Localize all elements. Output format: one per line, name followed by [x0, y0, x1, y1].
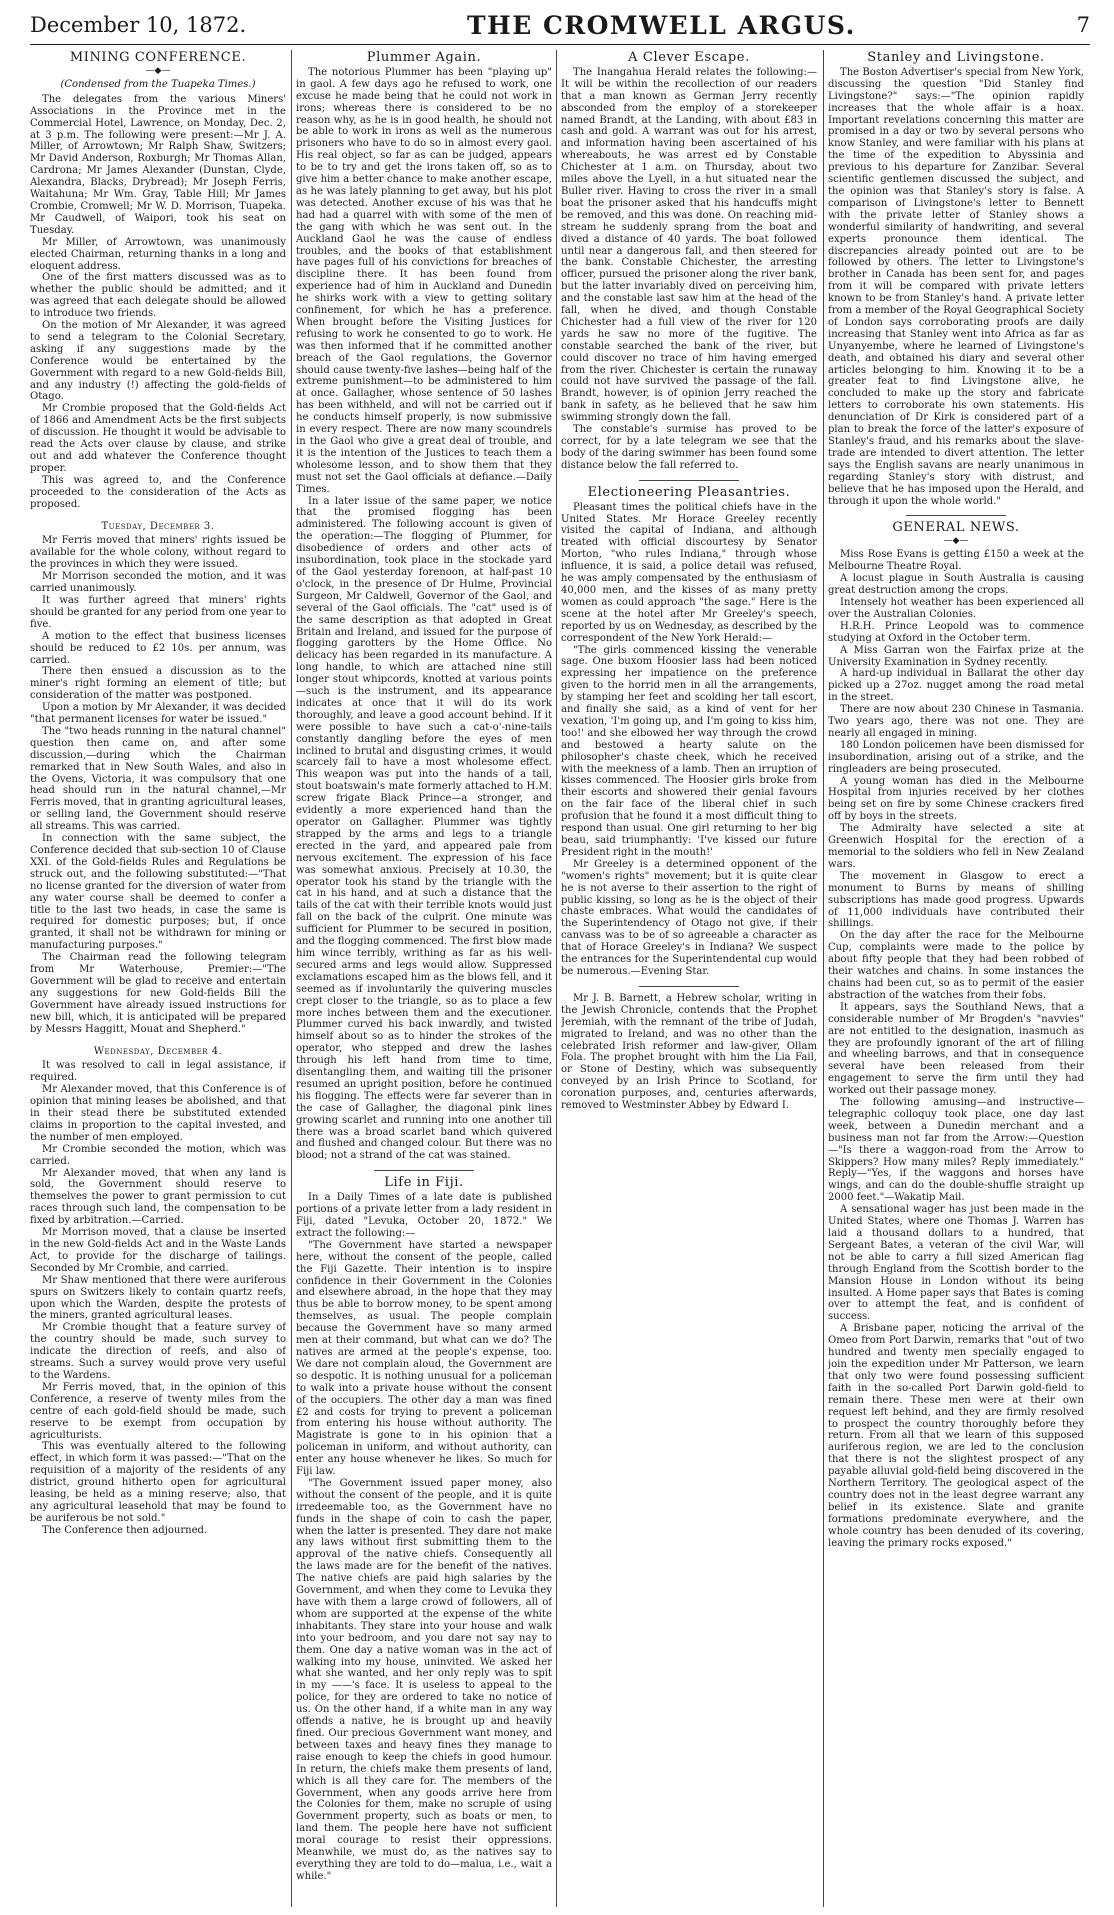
- news-item: A locust plague in South Australia is causing great destruction among the crops.: [828, 573, 1084, 597]
- paragraph: A motion to the effect that business licenses should be reduced to £2 10s. per annum, was carried.: [30, 630, 286, 666]
- column-rule: [291, 50, 292, 1907]
- news-item: A sensational wager has just been made in the United States, where one Thomas J. Warren has laid a thousand dollars to a hundred, that Sergeant Bates, a veteran of the civil War, will not be able to carry a full sized American flag through England from the Scottish border to the Mansion House in London without its being insulted. A Home paper says that Bates is coming over to attempt the feat, and is confident of success.: [828, 1204, 1084, 1323]
- news-item: A Brisbane paper, noticing the arrival of the Omeo from Port Darwin, remarks that "out of two hundred and twenty men specially engaged to join the expedition under Mr Patterson, we learn that only two were found possessing sufficient faith in the so-called Port Darwin gold-field to remain there. These men were at their own request left behind, and they are firmly resolved to prospect the country thoroughly before they return. From all that we learn of this supposed auriferous region, we are led to the conclusion that there is not the slightest prospect of any payable alluvial gold-field being discovered in the Northern Territory. The geological aspect of the country does not in the least degree warrant any belief in its existence. Slate and granite formations predominate everywhere, and the whole country has been denuded of its covering, leaving the primary rocks exposed.": [828, 1323, 1084, 1549]
- issue-date: December 10, 1872.: [30, 13, 247, 37]
- news-item: The movement in Glasgow to erect a monument to Burns by means of shilling subscriptions has made good progress. Upwards of 11,000 individuals have contributed their shillings.: [828, 870, 1084, 930]
- paragraph: Mr Morrison moved, that a clause be inserted in the new Gold-fields Act and in the Waste Lands Act, to provide for the discharge of tailings. Seconded by Mr Crombie, and carried.: [30, 1227, 286, 1274]
- mining-source: (Condensed from the Tuapeka Times.): [60, 78, 256, 90]
- paragraph: The delegates from the various Miners' Associations in the Province met in the Commercial Hotel, Lawrence, on Monday, Dec. 2, at 3 p.m. The following were present:—Mr J. A. Miller, of Arrowtown; Mr Ralph Shaw, Switzers; Mr David Anderson, Roxburgh; Mr Thomas Allan, Cardrona; Mr James Alexander (Dunstan, Clyde, Alexandra, Blacks, Drybread); Mr Joseph Ferris, Waitahuna; Mr Wm. Gray, Table Hill; Mr James Crombie, Cromwell; Mr W. D. Morrison, Tuapeka. Mr Caudwell, of Waipori, took his seat on Tuesday.: [30, 93, 286, 236]
- paragraph: Mr Crombie seconded the motion, which was carried.: [30, 1143, 286, 1167]
- section-divider: [374, 1170, 474, 1171]
- ornament-dash: —◆—: [145, 65, 171, 76]
- paragraph: The constable's surmise has proved to be correct, for by a late telegram we see that the body of the daring swimmer has been found some distance below the fall referred to.: [561, 424, 817, 471]
- news-item: The following amusing—and instructive—telegraphic colloquy took place, one day last week, between a Dunedin merchant and a business man not far from the Arrow:—Question—"Is there a waggon-road from the Arrow to Skippers? How many miles? Reply immediately." Reply—"Yes, if the waggons and horses have wings, and can do the double-shuffle straight up 2000 feet."—Wakatip Mail.: [828, 1097, 1084, 1204]
- day-heading: Tuesday, December 3.: [101, 520, 215, 532]
- news-item: There are now about 230 Chinese in Tasmania. Two years ago, there was not one. They are nearly all engaged in mining.: [828, 704, 1084, 739]
- paragraph: The Chairman read the following telegram from Mr Waterhouse, Premier:—"The Government will be glad to receive and entertain any suggestions for new Gold-fields Bill the Government have already issued instructions for new bill, which, it is anticipated will be prepared by Messrs Haggitt, Mouat and Shepherd.": [30, 952, 286, 1035]
- section-divider: [906, 515, 1006, 516]
- news-item: It appears, says the Southland News, that a considerable number of Mr Brogden's "navvies" are not entitled to the designation, inasmuch as they are profoundly ignorant of the art of filling and wheeling barrows, and that in consequence several have been released from their engagement to serve the firm until they had worked out their passage money.: [828, 1001, 1084, 1097]
- paragraph: On the motion of Mr Alexander, it was agreed to send a telegram to the Colonial Secretary, asking if any suggestions made by the Conference would be entertained by the Government with regard to a new Gold-fields Bill, and any industry (!) affecting the gold-fields of Otago.: [30, 320, 286, 403]
- section-divider: [639, 480, 739, 481]
- paragraph: Mr J. B. Barnett, a Hebrew scholar, writing in the Jewish Chronicle, contends that the Prophet Jeremiah, with the remnant of the tribe of Judah, migrated to Ireland, and was no other than the celebrated Irish reformer and law-giver, Ollam Fola. The prophet brought with him the Lia Fail, or Stone of Destiny, which was subsequently conveyed by an Irish Prince to Scotland, for coronation purposes, and, centuries afterwards, removed to Westminster Abbey by Edward I.: [561, 992, 817, 1112]
- paragraph: In a later issue of the same paper, we notice that the promised flogging has been administered. The following account is given of the operation:—The flogging of Plummer, for disobedience of orders and other acts of insubordination, took place in the stockade yard of the Gaol yesterday forenoon, at half-past 10 o'clock, in the presence of Dr Hulme, Provincial Surgeon, Mr Caldwell, Governor of the Gaol, and several of the Gaol officials. The "cat" used is of the same description as that adopted in Great Britain and Ireland, and issued for the purpose of flogging garotters by the Home Office. No delicacy has been regarded in its manufacture. A long handle, to which are attached nine still longer stout whipcords, knotted at various points—such is the instrument, and its appearance indicates at once that it will do its work thoroughly, and leave a good account behind. If it were possible to have such a cat-o'-nine-tails constantly dangling before the eyes of men inclined to brutal and disgusting crimes, it would scarcely fail to have a most wholesome effect. This weapon was put into the hands of a tall, stout boatswain's mate formerly attached to H.M. screw frigate Black Prince—a stronger, and evidently a more experienced hand than the operator on Gallagher. Plummer was tightly strapped by the arms and legs to a triangle erected in the yard, and appeared pale from nervous excitement. The expression of his face was somewhat anxious. Precisely at 10.30, the operator took his stand by the triangle with the cat in his hand, and at such a distance that the tails of the cat with their terrible knots would just fall on the back of the culprit. One minute was sufficient for Plummer to be secured in position, and the flogging commenced. The first blow made him wince terribly, writhing as far as his well-secured arms and legs would allow. Suppressed exclamations escaped him as the blows fell, and it seemed as if involuntarily the quivering muscles crept closer to the triangle, so as to place a few more inches between them and the executioner. Plummer curved his back inwardly, and twisted himself about so as to hinder the strokes of the operator, who stepped and drew the lashes through his left hand from time to time, disentangling them, and waiting till the prisoner resumed an upright position, before he continued his flogging. The effects were far severer than in the case of Gallagher, the diagonal pink lines growing scarlet and running into one another till there was a broad scarlet band which quivered and flushed and changed colour. But there was no blood; not a strand of the cat was stained.: [296, 495, 552, 1162]
- column-rule: [556, 50, 557, 1907]
- column-2: [296, 50, 552, 1909]
- paragraph: "The Government have started a newspaper here, without the consent of the people, called the Fiji Gazette. Their intention is to inspire confidence in their Government in the Colonies and elsewhere abroad, in the hope that they may thus be able to borrow money, to be spent among themselves, as usual. The people complain because the Government have so many armed men at their command, but what can we do? The natives are armed at the people's expense, too. We dare not complain aloud, the Government are so despotic. It is nothing unusual for a policeman to walk into a private house without the consent of the occupiers. The other day a man was fined £2 and costs for trying to prevent a policeman from entering his house without authority. The Magistrate is gone to in his opinion that a policeman in uniform, and without authority, can enter any house whenever he likes. So much for Fiji law.: [296, 1239, 552, 1478]
- paragraph: Mr Ferris moved, that, in the opinion of this Conference, a reserve of twenty miles from the centre of each gold-field should be made, such reserve to be exempt from occupation by agriculturists.: [30, 1381, 286, 1441]
- paragraph: "The girls commenced kissing the venerable sage. One buxom Hoosier lass had been noticed expressing her impatience on the preference given to the horrid men in all the arrangements, by stamping her feet and scolding her tall escort, and finally she said, as a kind of vent for her vexation, 'I'm going up, and I'm going to kiss him, too!' and she elbowed her way through the crowd and bestowed a hearty salute on the philosopher's chaste cheek, which he received with the meekness of a lamb. Then an irruption of kisses commenced. The Hoosier girls broke from their escorts and showered their genial favours on the fair face of the liberal chief in such profusion that he found it a most difficult thing to respond than usual. One girl returning to her big beau, said triumphantly: 'I've kissed our future President right in the mouth!': [561, 644, 817, 858]
- paragraph: There then ensued a discussion as to the miner's right forming an element of title; but consideration of the matter was postponed.: [30, 666, 286, 702]
- newspaper-title: THE CROMWELL ARGUS.: [466, 10, 856, 40]
- paragraph: Mr Miller, of Arrowtown, was unanimously elected Chairman, returning thanks in a long and eloquent address.: [30, 236, 286, 272]
- paragraph: The Conference then adjourned.: [42, 1524, 208, 1536]
- paragraph: Upon a motion by Mr Alexander, it was decided "that permanent licenses for water be issued.": [30, 702, 286, 726]
- paragraph: In connection with the same subject, the Conference decided that sub-section 10 of Clause XXI. of the Gold-fields Rules and Regulations be struck out, and the following substituted:—"That no license granted for the diversion of water from any water course shall be deemed to confer a title to the last two heads, in case the same is required for domestic purposes; but, if once granted, it shall not be withdrawn for mining or manufacturing purposes.": [30, 833, 286, 952]
- paragraph: Mr Morrison seconded the motion, and it was carried unanimously.: [30, 571, 286, 595]
- paragraph: This was agreed to, and the Conference proceeded to the consideration of the Acts as proposed.: [30, 474, 286, 510]
- paragraph: It was further agreed that miners' rights should be granted for any period from one year to five.: [30, 594, 286, 630]
- paragraph: "The Government issued paper money, also without the consent of the people, and it is quite irredeemable too, as the Government have no funds in the shape of coin to cash the paper, when the latter is presented. They dare not make any laws without first submitting them to the approval of the native chiefs. Consequently all the laws made are for the benefit of the natives. The native chiefs are paid high salaries by the Government, and when they come to Levuka they have with them a large crowd of followers, all of whom are supported at the expense of the white inhabitants. They stare into your house and walk into your bedroom, and you dare not say nay to them. One day a native woman was in the act of walking into my house, uninvited. We asked her what she wanted, and her only reply was to spit in my ——'s face. It is useless to appeal to the police, for they are ordered to take no notice of us. On the other hand, if a white man in any way offends a native, he is brought up and heavily fined. Our precious Government want money, and between taxes and heavy fines they manage to raise enough to keep the chiefs in good humour. In return, the chiefs make them presents of land, which is all they care for. The members of the Government, when any goods arrive here from the Colonies for them, make no scruple of using Government property, such as boats or men, to land them. The people here have not sufficient moral courage to resist their oppressions. Meanwhile, we must do, as the natives say to everything they are told to do—malua, i.e., wait a while.": [296, 1477, 552, 1882]
- news-item: The Admiralty have selected a site at Greenwich Hospital for the erection of a memorial to the soldiers who fell in New Zealand wars.: [828, 823, 1084, 870]
- news-item: H.R.H. Prince Leopold was to commence studying at Oxford in the October term.: [828, 620, 1084, 644]
- news-item: 180 London policemen have been dismissed for insubordination, arising out of a strike, and the ringleaders are being prosecuted.: [828, 739, 1084, 775]
- paragraph: Pleasant times the political chiefs have in the United States. Mr Horace Greeley recently visited the capital of Indiana, and although treated with official discourtesy by Senator Morton, "who rules Indiana," through whose influence, it is said, a police detail was refused, he was amply compensated by the enthusiasm of 40,000 men, and the kisses of as many pretty women as could approach "the sage." Here is the scene at the hotel after Mr Greeley's speech, reported by us on Wednesday, as described by the correspondent of the New York Herald:—: [561, 501, 817, 644]
- paragraph: One of the first matters discussed was as to whether the public should be admitted; and it was agreed that each delegate should be allowed to introduce two friends.: [30, 272, 286, 320]
- section-divider: [639, 986, 739, 987]
- paragraph: This was eventually altered to the following effect, in which form it was passed:—"That on the requisition of a majority of the residents of any district, ground hitherto open for agricultural leasing, be held as a mining reserve; also, that any agricultural leasehold that may be found to be auriferous be not sold.": [30, 1441, 286, 1524]
- news-item: A hard-up individual in Ballarat the other day picked up a 27oz. nugget among the road metal in the street.: [828, 668, 1084, 704]
- day-heading: Wednesday, December 4.: [93, 1045, 223, 1057]
- paragraph: Mr Ferris moved that miners' rights issued be available for the whole colony, without regard to the provinces in which they were issued.: [30, 535, 286, 571]
- news-item: On the day after the race for the Melbourne Cup, complaints were made to the police by about fifty people that they had been robbed of their watches and chains. In some instances the chains had been cut, so as to permit of the easier abstraction of the watches from their fobs.: [828, 930, 1084, 1001]
- page-number: 7: [1076, 13, 1090, 37]
- column-1: [30, 50, 286, 1909]
- column-rule: [823, 50, 824, 1907]
- paragraph: The notorious Plummer has been "playing up" in gaol. A few days ago he refused to work, one excuse he made being that he could not work in irons; whereas there is considered to be no reason why, as he is in good health, he should not be able to work in irons as well as the numerous prisoners who have to do so in almost every gaol. His real object, so far as can be judged, appears to be to try and get the irons taken off, so as to give him a better chance to make another escape, as he was lately planning to get away, but his plot was detected. Another excuse of his was that he had had a quarrel with with some of the men of the gang with which he was sent out. In the Auckland Gaol he was the cause of endless troubles, and the books of that establishment have pages full of his convictions for breaches of discipline there. It has been found from experience had of him in Auckland and Dunedin he shirks work with a view to getting solitary confinement, for which he has a preference. When brought before the Visiting Justices for refusing to work he consented to go to work. He was then informed that if he committed another breach of the Gaol regulations, the Governor should cause twenty-five lashes—being half of the extreme punishment—to be administered to him at once. Gallagher, whose sentence of 50 lashes has been withheld, and will not be carried out if he conducts himself properly, is now submissive in every respect. There are now many scoundrels in the Gaol who give a great deal of trouble, and it is the intention of the Justices to teach them a wholesome lesson, and to show them that they must not set the Gaol officials at defiance.—Daily Times.: [296, 66, 552, 495]
- mining-title: MINING CONFERENCE.: [69, 50, 247, 65]
- stanley-title: Stanley and Livingstone.: [867, 50, 1045, 65]
- paragraph: Mr Crombie thought that a feature survey of the country should be made, such survey to indicate the direction of reefs, and also of streams. Such a survey would prove very useful to the Wardens.: [30, 1322, 286, 1381]
- news-item: Miss Rose Evans is getting £150 a week at the Melbourne Theatre Royal.: [828, 549, 1084, 573]
- paragraph: The Inangahua Herald relates the following:—It will be within the recollection of our readers that a man known as German Jerry recently absconded from the employ of a storekeeper named Brandt, at the Landing, with about £83 in cash and gold. A warrant was out for his arrest, and information having been ascertained of his whereabouts, he was arrest ed by Constable Chichester at 1 a.m. on Thursday, about two miles above the Lyell, in a hut situated near the Buller river. Having to cross the river in a small boat the prisoner asked that his handcuffs might be removed, and this was done. On reaching mid-stream he suddenly sprang from the boat and dived a distance of 40 yards. The boat followed until near a dangerous fall, and then steered for the bank. Constable Chichester, the arresting officer, pursued the prisoner along the river bank, but the latter invariably dived on perceiving him, and the constable last saw him at the head of the fall, when he dived, and though Constable Chichester had a full view of the river for 120 yards he saw no more of the fugitive. The constable searched the bank of the river, but could discover no trace of him having emerged from the river. Chichester is certain the runaway could not have survived the passage of the fall. Brandt, however, is of opinion Jerry reached the bank in safety, as he believed that he saw him swimming strongly down the fall.: [561, 66, 817, 424]
- news-item: A young woman has died in the Melbourne Hospital from injuries received by her clothes being set on fire by some Chinese crackers fired off by boys in the streets.: [828, 775, 1084, 823]
- news-item: Intensely hot weather has been experienced all over the Australian Colonies.: [828, 596, 1084, 620]
- escape-title: A Clever Escape.: [628, 50, 750, 65]
- fiji-title: Life in Fiji.: [384, 1175, 464, 1191]
- news-item: A Miss Garran won the Fairfax prize at the University Examination in Sydney recently.: [828, 644, 1084, 668]
- paragraph: The Boston Advertiser's special from New York, discussing the question "Did Stanley find Livingstone?" says:—"The opinion rapidly increases that the whole affair is a hoax. Important revelations concerning this matter are promised in a day or two by several persons who know Stanley, and were familiar with his plans at the time of the expedition to Abyssinia and previous to his departure for Zanzibar. Several scientific gentlemen discussed the subject, and the opinion was that Stanley's story is false. A comparison of Livingstone's letter to Bennett with the private letter of Stanley shows a wonderful similarity of handwriting, and several experts pronounce them identical. The discrepancies already pointed out are to be followed by others. The letter to Livingstone's brother in Canada has been sent for, and pages from it will be compared with private letters known to be from Stanley's hand. A private letter from a member of the Royal Geographical Society of London says corroborating proofs are daily increasing that Stanley went into Africa as far as Unyanyembe, where he learned of Livingstone's death, and obtained his diary and several other articles belonging to him. Knowing it to be a greater feat to find Livingstone alive, he concluded to make up the story and fabricate letters to corroborate his own statements. His denunciation of Dr Kirk is considered part of a plan to break the force of the latter's exposure of Stanley's fraud, and his remarks about the slave-trade are intended to divert attention. The letter says the English savans are nearly unanimous in regarding Stanley's story with distrust, and believe that he has imposed upon the Herald, and through it upon the whole world.": [828, 66, 1084, 507]
- plummer-title: Plummer Again.: [366, 50, 482, 65]
- paragraph: Mr Alexander moved, that this Conference is of opinion that mining leases be abolished, and that in their stead there be substituted extended claims in proportion to the capital invested, and the number of men employed.: [30, 1084, 286, 1143]
- news-title: GENERAL NEWS.: [892, 520, 1020, 536]
- ornament-dash: —◆—: [943, 536, 969, 547]
- column-3: [561, 50, 817, 1909]
- paragraph: Mr Crombie proposed that the Gold-fields Act of 1866 and Amendment Acts be the first subjects of discussion. He thought it would be advisable to read the Acts over clause by clause, and strike out and add whatever the Conference thought proper.: [30, 403, 286, 474]
- paragraph: Mr Alexander moved, that when any land is sold, the Government should reserve to themselves the power to grant permission to cut races through such land, the compensation to be fixed by arbitration.—Carried.: [30, 1167, 286, 1227]
- paragraph: Mr Greeley is a determined opponent of the "women's rights" movement; but it is quite clear he is not averse to their assertion to the right of public kissing, so long as he is the object of their chaste embraces. What would the candidates of the Superintendency of Otago not give, if their canvass was to be of so agreeable a character as that of Horace Greeley's in Indiana? We suspect the entrances for the Superintendental cup would be numerous.—Evening Star.: [561, 858, 817, 977]
- paragraph: The "two heads running in the natural channel" question then came on, and after some discussion,—during which the Chairman remarked that in New South Wales, and also in the Ovens, Victoria, it was compulsory that one head should run in the natural channel,—Mr Ferris moved, that in granting agricultural leases, or selling land, the Government should reserve all streams. This was carried.: [30, 725, 286, 833]
- paragraph: In a Daily Times of a late date is published portions of a private letter from a lady resident in Fiji, dated "Levuka, October 20, 1872." We extract the following:—: [296, 1192, 552, 1239]
- election-title: Electioneering Pleasantries.: [587, 484, 791, 500]
- column-4: [828, 50, 1084, 1909]
- masthead: [30, 6, 1090, 45]
- paragraph: Mr Shaw mentioned that there were auriferous spurs on Switzers likely to contain quartz reefs, upon which the Warden, despite the protests of the miners, granted agricultural leases.: [30, 1274, 286, 1322]
- paragraph: It was resolved to call in legal assistance, if required.: [30, 1060, 286, 1084]
